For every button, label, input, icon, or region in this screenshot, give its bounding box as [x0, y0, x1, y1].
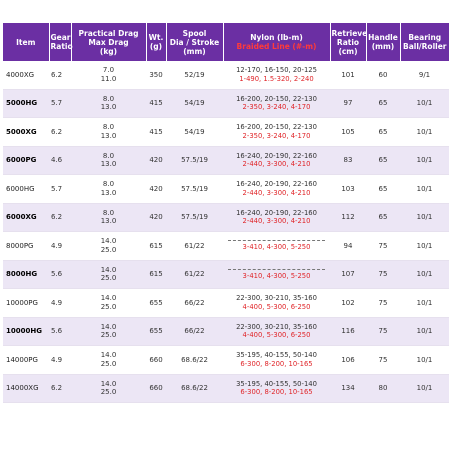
cell-nylon: 12-170, 16-150, 20-125 1-490, 1.5-320, 2-240 — [223, 61, 330, 89]
col-weight: Wt. (g) — [146, 23, 166, 61]
cell-item: 8000HG — [3, 260, 49, 289]
cell-handle: 65 — [366, 203, 400, 232]
cell-spool: 57.5/19 — [166, 175, 223, 204]
cell-handle: 80 — [366, 374, 400, 403]
cell-item: 8000PG — [3, 232, 49, 261]
cell-bearing: 10/1 — [400, 317, 449, 346]
cell-gear-ratio: 6.2 — [49, 374, 71, 403]
cell-nylon: 16-240, 20-190, 22-160 2-440, 3-300, 4-210 — [223, 146, 330, 175]
cell-nylon: 35-195, 40-155, 50-140 6-300, 8-200, 10-165 — [223, 374, 330, 403]
cell-handle: 65 — [366, 89, 400, 118]
cell-drag: 14.0 25.0 — [71, 317, 146, 346]
cell-spool: 52/19 — [166, 61, 223, 89]
cell-item: 14000XG — [3, 374, 49, 403]
cell-item: 6000XG — [3, 203, 49, 232]
cell-spool: 54/19 — [166, 89, 223, 118]
cell-bearing: 10/1 — [400, 89, 449, 118]
cell-nylon: 16-240, 20-190, 22-160 2-440, 3-300, 4-210 — [223, 203, 330, 232]
cell-spool: 68.6/22 — [166, 346, 223, 375]
cell-weight: 420 — [146, 203, 166, 232]
table-row — [3, 289, 449, 318]
cell-handle: 75 — [366, 346, 400, 375]
cell-item: 6000PG — [3, 146, 49, 175]
cell-drag: 14.0 25.0 — [71, 346, 146, 375]
cell-gear-ratio: 6.2 — [49, 118, 71, 147]
cell-gear-ratio: 5.6 — [49, 317, 71, 346]
cell-gear-ratio: 5.6 — [49, 260, 71, 289]
cell-handle: 75 — [366, 260, 400, 289]
cell-item: 5000HG — [3, 89, 49, 118]
cell-retrieve: 102 — [330, 289, 366, 318]
cell-retrieve: 107 — [330, 260, 366, 289]
nylon-dash — [228, 240, 324, 241]
cell-drag: 14.0 25.0 — [71, 232, 146, 261]
cell-handle: 65 — [366, 175, 400, 204]
cell-nylon: 16-240, 20-190, 22-160 2-440, 3-300, 4-210 — [223, 175, 330, 204]
cell-drag: 8.0 13.0 — [71, 203, 146, 232]
cell-item: 5000XG — [3, 118, 49, 147]
cell-bearing: 10/1 — [400, 232, 449, 261]
header-row — [3, 23, 449, 61]
cell-gear-ratio: 4.6 — [49, 146, 71, 175]
cell-gear-ratio: 5.7 — [49, 175, 71, 204]
cell-nylon: 22-300, 30-210, 35-160 4-400, 5-300, 6-250 — [223, 289, 330, 318]
cell-weight: 660 — [146, 346, 166, 375]
cell-bearing: 10/1 — [400, 175, 449, 204]
cell-weight: 350 — [146, 61, 166, 89]
cell-spool: 54/19 — [166, 118, 223, 147]
cell-retrieve: 101 — [330, 61, 366, 89]
cell-drag: 8.0 13.0 — [71, 175, 146, 204]
cell-spool: 66/22 — [166, 317, 223, 346]
cell-bearing: 10/1 — [400, 146, 449, 175]
table-row — [3, 374, 449, 403]
cell-retrieve: 103 — [330, 175, 366, 204]
cell-bearing: 10/1 — [400, 346, 449, 375]
table-row — [3, 346, 449, 375]
cell-spool: 68.6/22 — [166, 374, 223, 403]
cell-item: 10000HG — [3, 317, 49, 346]
table-row — [3, 260, 449, 289]
table-row — [3, 203, 449, 232]
cell-nylon: 22-300, 30-210, 35-160 4-400, 5-300, 6-250 — [223, 317, 330, 346]
cell-drag: 7.0 11.0 — [71, 61, 146, 89]
table-row — [3, 89, 449, 118]
cell-retrieve: 83 — [330, 146, 366, 175]
cell-nylon: 16-200, 20-150, 22-130 2-350, 3-240, 4-170 — [223, 89, 330, 118]
cell-drag: 8.0 13.0 — [71, 89, 146, 118]
col-drag: Practical Drag Max Drag (kg) — [71, 23, 146, 61]
cell-drag: 14.0 25.0 — [71, 289, 146, 318]
cell-bearing: 10/1 — [400, 289, 449, 318]
col-nylon: Nylon (lb-m) Braided Line (#-m) — [223, 23, 330, 61]
cell-spool: 57.5/19 — [166, 203, 223, 232]
cell-retrieve: 134 — [330, 374, 366, 403]
cell-bearing: 10/1 — [400, 260, 449, 289]
cell-weight: 420 — [146, 146, 166, 175]
cell-weight: 660 — [146, 374, 166, 403]
cell-handle: 75 — [366, 317, 400, 346]
col-bearing: Bearing Ball/Roller — [400, 23, 449, 61]
cell-weight: 420 — [146, 175, 166, 204]
cell-handle: 75 — [366, 289, 400, 318]
table-row — [3, 232, 449, 261]
table-row — [3, 61, 449, 89]
cell-spool: 61/22 — [166, 260, 223, 289]
cell-gear-ratio: 5.7 — [49, 89, 71, 118]
cell-bearing: 10/1 — [400, 118, 449, 147]
col-item: Item — [3, 23, 49, 61]
cell-spool: 57.5/19 — [166, 146, 223, 175]
cell-handle: 75 — [366, 232, 400, 261]
col-handle: Handle (mm) — [366, 23, 400, 61]
cell-bearing: 10/1 — [400, 374, 449, 403]
cell-gear-ratio: 6.2 — [49, 203, 71, 232]
cell-nylon: 3-410, 4-300, 5-250 — [223, 232, 330, 261]
cell-retrieve: 105 — [330, 118, 366, 147]
cell-retrieve: 112 — [330, 203, 366, 232]
cell-retrieve: 94 — [330, 232, 366, 261]
cell-item: 10000PG — [3, 289, 49, 318]
cell-handle: 65 — [366, 118, 400, 147]
cell-weight: 415 — [146, 118, 166, 147]
cell-weight: 615 — [146, 260, 166, 289]
col-spool: Spool Dia / Stroke (mm) — [166, 23, 223, 61]
cell-gear-ratio: 6.2 — [49, 61, 71, 89]
cell-drag: 14.0 25.0 — [71, 374, 146, 403]
spec-table — [3, 23, 449, 403]
table-row — [3, 175, 449, 204]
cell-gear-ratio: 4.9 — [49, 346, 71, 375]
table-row — [3, 118, 449, 147]
cell-weight: 615 — [146, 232, 166, 261]
cell-weight: 655 — [146, 289, 166, 318]
cell-drag: 8.0 13.0 — [71, 146, 146, 175]
cell-bearing: 9/1 — [400, 61, 449, 89]
cell-retrieve: 106 — [330, 346, 366, 375]
cell-handle: 65 — [366, 146, 400, 175]
cell-gear-ratio: 4.9 — [49, 289, 71, 318]
nylon-dash — [228, 269, 324, 270]
cell-bearing: 10/1 — [400, 203, 449, 232]
cell-item: 6000HG — [3, 175, 49, 204]
cell-weight: 415 — [146, 89, 166, 118]
cell-retrieve: 97 — [330, 89, 366, 118]
cell-nylon: 3-410, 4-300, 5-250 — [223, 260, 330, 289]
col-retrieve: Retrieve Ratio (cm) — [330, 23, 366, 61]
cell-drag: 8.0 13.0 — [71, 118, 146, 147]
cell-spool: 61/22 — [166, 232, 223, 261]
cell-retrieve: 116 — [330, 317, 366, 346]
col-gear-ratio: Gear Ratio — [49, 23, 71, 61]
cell-gear-ratio: 4.9 — [49, 232, 71, 261]
cell-nylon: 35-195, 40-155, 50-140 6-300, 8-200, 10-165 — [223, 346, 330, 375]
cell-spool: 66/22 — [166, 289, 223, 318]
cell-handle: 60 — [366, 61, 400, 89]
cell-nylon: 16-200, 20-150, 22-130 2-350, 3-240, 4-170 — [223, 118, 330, 147]
cell-item: 14000PG — [3, 346, 49, 375]
cell-weight: 655 — [146, 317, 166, 346]
cell-item: 4000XG — [3, 61, 49, 89]
cell-drag: 14.0 25.0 — [71, 260, 146, 289]
table-row — [3, 146, 449, 175]
table-row — [3, 317, 449, 346]
